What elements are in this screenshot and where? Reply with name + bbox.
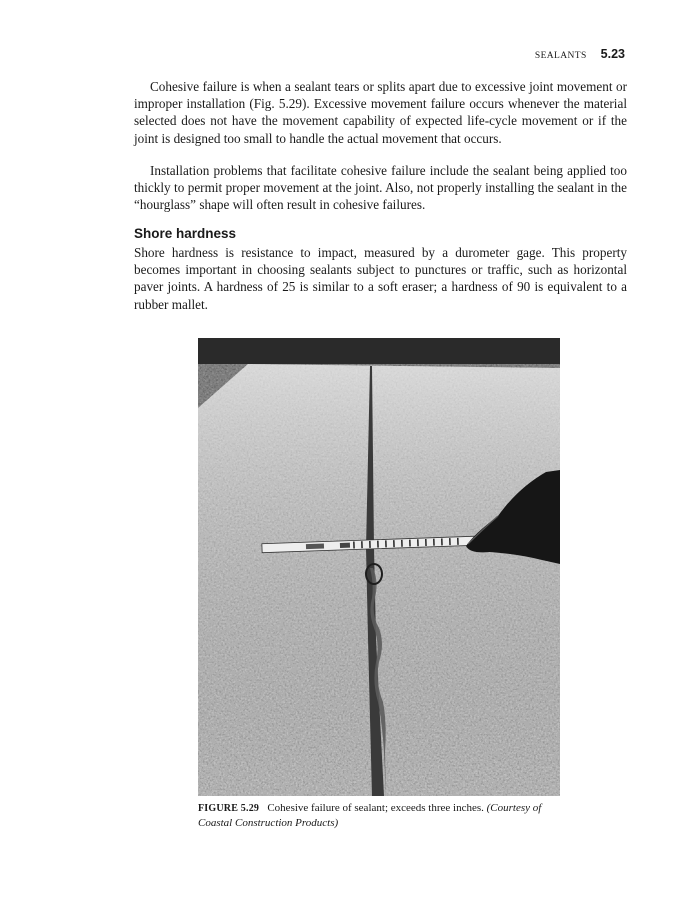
figure-caption bbox=[198, 801, 578, 830]
paragraph-installation-problems bbox=[134, 162, 627, 214]
paragraph-cohesive-failure bbox=[134, 78, 627, 147]
running-head-section: SEALANTS bbox=[534, 51, 587, 61]
page-number: 5.23 bbox=[600, 47, 625, 61]
section-heading-shore-hardness: Shore hardness bbox=[134, 226, 237, 241]
paragraph-text: Installation problems that facilitate cohesive failure include the sealant being applied too thickly to permit proper movement at the joint. Also, not properly installing the sealant in the “hourglass” shape will often result in cohesive failures. bbox=[134, 163, 627, 213]
figure-caption-text: Cohesive failure of sealant; exceeds three inches. bbox=[267, 802, 484, 814]
paragraph-text: Shore hardness is resistance to impact, measured by a durometer gage. This property becomes important in choosing sealants subject to punctures or traffic, such as horizontal paver joints. A hardness of 25 is similar to a soft eraser; a hardness of 90 is equivalent to a rubber mallet. bbox=[134, 245, 627, 312]
figure-photo-sealant-joint bbox=[198, 338, 560, 796]
paragraph-shore-hardness bbox=[134, 244, 627, 313]
figure-label: FIGURE 5.29 bbox=[198, 803, 260, 814]
running-head bbox=[535, 47, 625, 63]
figure-credit: (Courtesy of Coastal Construction Products) bbox=[198, 802, 542, 829]
paragraph-text: Cohesive failure is when a sealant tears or splits apart due to excessive joint movement or improper installation (Fig. 5.29). Excessive movement failure occurs whenever the material selected does not have the movement capability of expected life-cycle movement or if the joint is designed too small to handle the actual movement that occurs. bbox=[134, 79, 627, 146]
